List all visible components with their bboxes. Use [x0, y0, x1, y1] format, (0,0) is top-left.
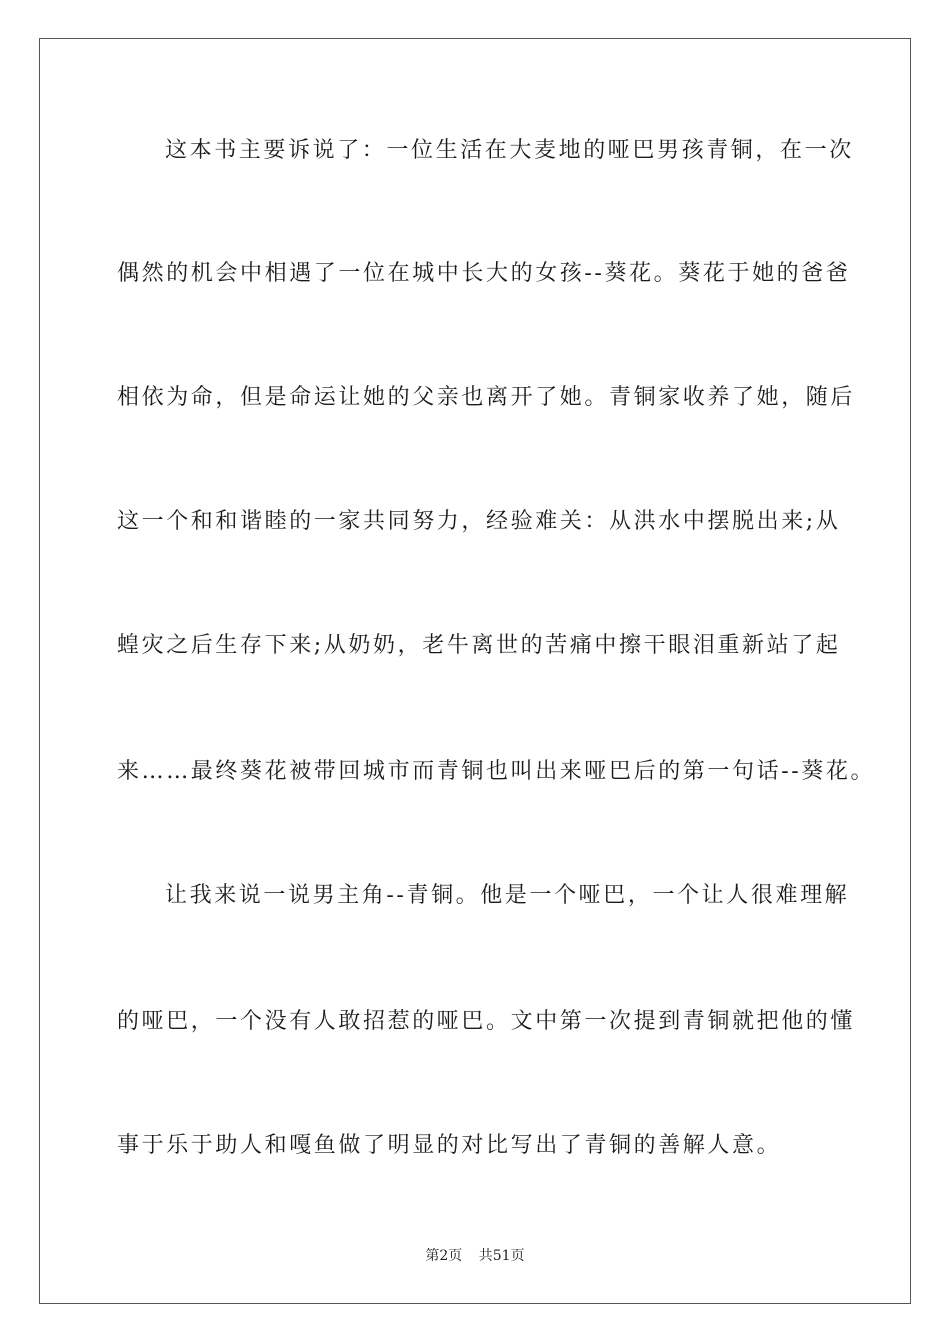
text-line-2: 偶然的机会中相遇了一位在城中长大的女孩--葵花。葵花于她的爸爸: [117, 261, 851, 286]
text-line-1: 这本书主要诉说了：一位生活在大麦地的哑巴男孩青铜，在一次: [165, 138, 854, 163]
text-line-4: 这一个和和谐睦的一家共同努力，经验难关：从洪水中摆脱出来;从: [117, 509, 841, 534]
text-line-7: 让我来说一说男主角--青铜。他是一个哑巴，一个让人很难理解: [165, 883, 850, 908]
text-line-5: 蝗灾之后生存下来;从奶奶，老牛离世的苦痛中擦干眼泪重新站了起: [117, 633, 841, 658]
page-number: 第2页: [425, 1248, 463, 1264]
page-frame: [39, 38, 911, 1304]
text-line-3: 相依为命，但是命运让她的父亲也离开了她。青铜家收养了她，随后: [117, 385, 856, 410]
page-footer: [0, 1246, 950, 1266]
text-line-8: 的哑巴，一个没有人敢招惹的哑巴。文中第一次提到青铜就把他的懂: [117, 1009, 856, 1034]
text-line-6: 来……最终葵花被带回城市而青铜也叫出来哑巴后的第一句话--葵花。: [117, 759, 876, 784]
text-line-9: 事于乐于助人和嘎鱼做了明显的对比写出了青铜的善解人意。: [117, 1133, 782, 1158]
page-total: 共51页: [478, 1248, 525, 1264]
